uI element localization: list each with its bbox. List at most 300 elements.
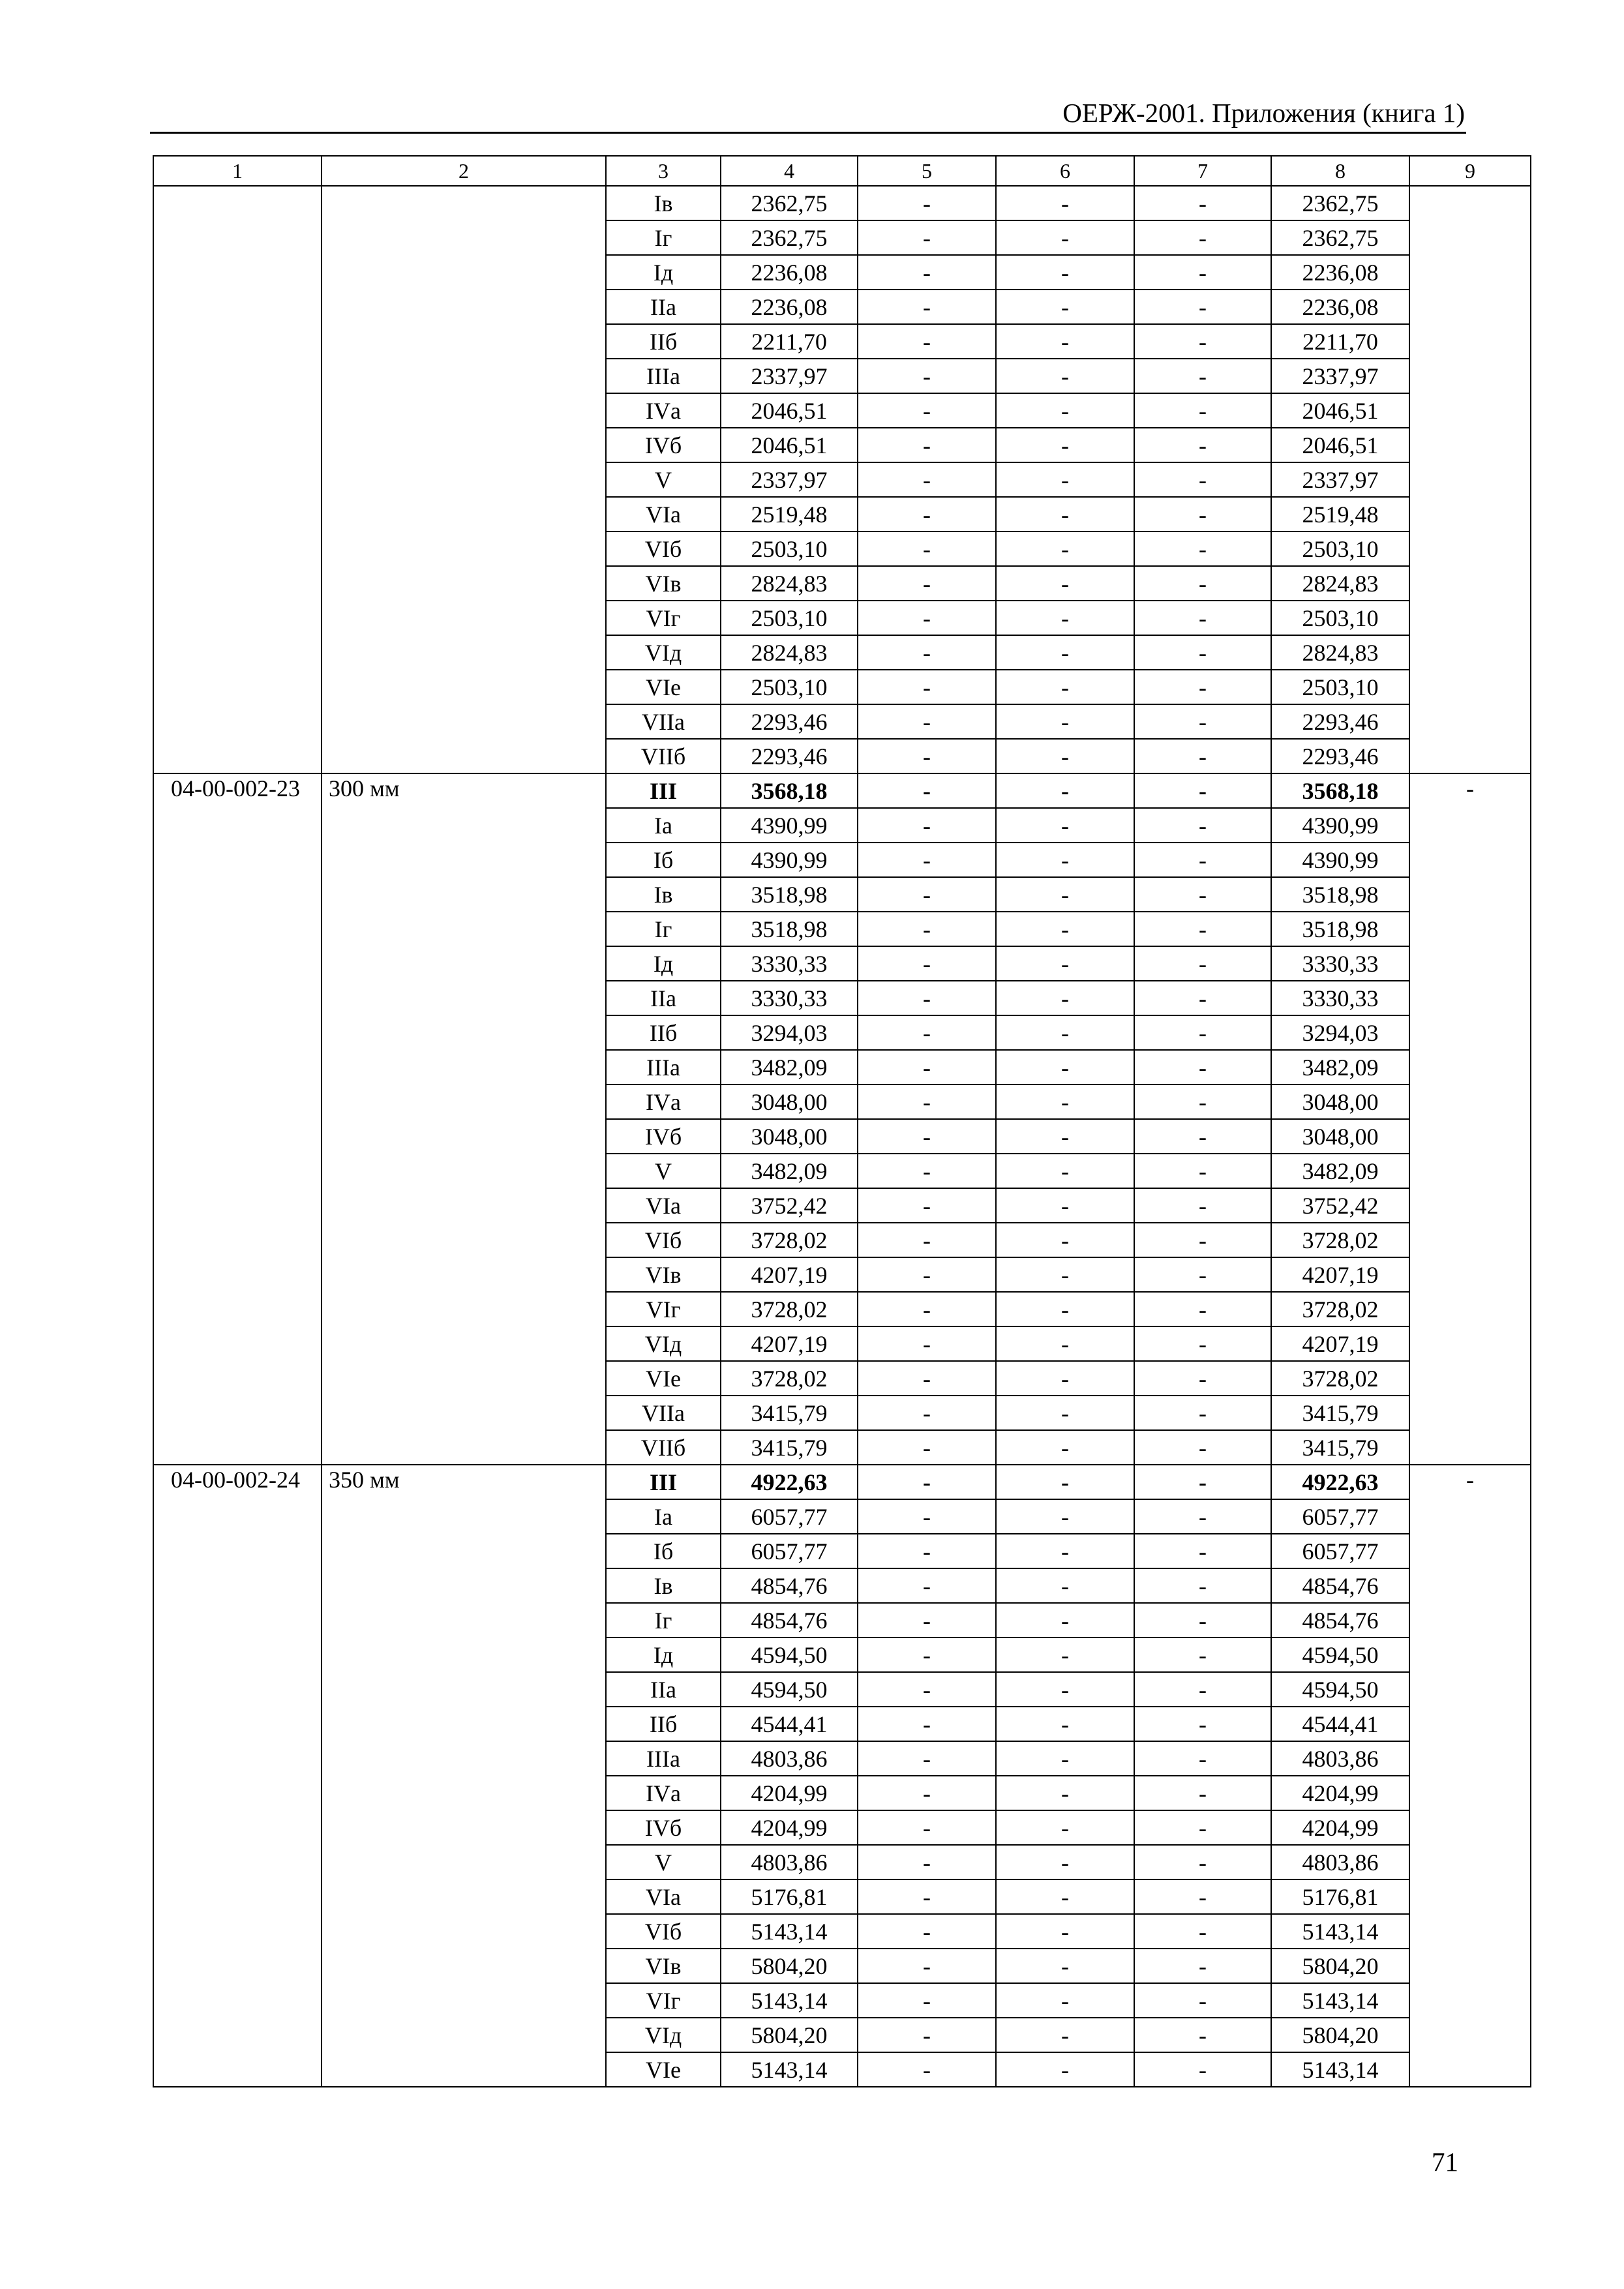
value-cell: - [858, 1983, 996, 2018]
value-cell: - [1134, 704, 1271, 739]
price-cell: 4594,50 [721, 1638, 858, 1672]
price-cell: 3330,33 [721, 981, 858, 1015]
value-cell: - [1134, 1050, 1271, 1085]
value-cell: - [996, 808, 1134, 843]
value-cell: - [1134, 1430, 1271, 1465]
zone-cell: Iб [606, 1534, 721, 1568]
zone-cell: VIб [606, 1914, 721, 1949]
zone-cell: IVб [606, 1119, 721, 1154]
price-table [153, 155, 1531, 2087]
zone-cell: Iа [606, 808, 721, 843]
column-number: 7 [1134, 156, 1271, 186]
value-cell: - [996, 1914, 1134, 1949]
value-cell: - [858, 1188, 996, 1223]
value-cell: - [996, 566, 1134, 601]
total-cell: 2046,51 [1271, 428, 1409, 462]
value-cell: - [996, 393, 1134, 428]
total-cell: 2293,46 [1271, 739, 1409, 773]
value-cell: - [858, 808, 996, 843]
total-cell: 4207,19 [1271, 1257, 1409, 1292]
value-cell: - [858, 1568, 996, 1603]
page-number: 71 [1432, 2147, 1458, 2177]
price-cell: 4594,50 [721, 1672, 858, 1707]
value-cell: - [858, 1949, 996, 1983]
total-cell: 4204,99 [1271, 1810, 1409, 1845]
price-cell: 3330,33 [721, 946, 858, 981]
price-cell: 3728,02 [721, 1361, 858, 1396]
note-cell [1409, 186, 1531, 773]
value-cell: - [1134, 428, 1271, 462]
table-row [153, 1465, 1531, 1499]
zone-cell: Iв [606, 186, 721, 220]
zone-cell: V [606, 1845, 721, 1879]
total-cell: 2337,97 [1271, 359, 1409, 393]
value-cell: - [1134, 566, 1271, 601]
value-cell: - [1134, 1949, 1271, 1983]
value-cell: - [858, 1257, 996, 1292]
zone-cell: VIе [606, 2052, 721, 2087]
value-cell: - [996, 1534, 1134, 1568]
value-cell: - [858, 1776, 996, 1810]
total-cell: 3415,79 [1271, 1396, 1409, 1430]
value-cell: - [996, 1223, 1134, 1257]
value-cell: - [858, 220, 996, 255]
total-cell: 4922,63 [1271, 1465, 1409, 1499]
price-cell: 2824,83 [721, 635, 858, 670]
price-cell: 6057,77 [721, 1534, 858, 1568]
zone-cell: VIб [606, 1223, 721, 1257]
total-cell: 3048,00 [1271, 1119, 1409, 1154]
total-cell: 3415,79 [1271, 1430, 1409, 1465]
value-cell: - [1134, 290, 1271, 324]
total-cell: 5804,20 [1271, 1949, 1409, 1983]
column-number-row [153, 156, 1531, 186]
value-cell: - [1134, 1707, 1271, 1741]
value-cell: - [858, 635, 996, 670]
value-cell: - [996, 635, 1134, 670]
value-cell: - [1134, 393, 1271, 428]
price-cell: 3415,79 [721, 1396, 858, 1430]
price-cell: 3482,09 [721, 1050, 858, 1085]
zone-cell: IIа [606, 981, 721, 1015]
value-cell: - [996, 1707, 1134, 1741]
total-cell: 5143,14 [1271, 1983, 1409, 2018]
zone-cell: Iг [606, 1603, 721, 1638]
value-cell: - [996, 531, 1134, 566]
price-cell: 2503,10 [721, 531, 858, 566]
total-cell: 3482,09 [1271, 1050, 1409, 1085]
value-cell: - [996, 428, 1134, 462]
value-cell: - [858, 843, 996, 877]
total-cell: 5804,20 [1271, 2018, 1409, 2052]
value-cell: - [996, 2052, 1134, 2087]
column-number: 1 [153, 156, 322, 186]
total-cell: 3294,03 [1271, 1015, 1409, 1050]
value-cell: - [996, 497, 1134, 531]
column-number: 6 [996, 156, 1134, 186]
zone-cell: VIе [606, 1361, 721, 1396]
zone-cell: VIв [606, 566, 721, 601]
value-cell: - [996, 739, 1134, 773]
column-number: 3 [606, 156, 721, 186]
value-cell: - [996, 1879, 1134, 1914]
value-cell: - [858, 1845, 996, 1879]
price-cell: 4922,63 [721, 1465, 858, 1499]
value-cell: - [996, 359, 1134, 393]
value-cell: - [1134, 359, 1271, 393]
total-cell: 4390,99 [1271, 808, 1409, 843]
value-cell: - [1134, 1879, 1271, 1914]
zone-cell: V [606, 1154, 721, 1188]
zone-cell: VIг [606, 1292, 721, 1326]
price-cell: 2337,97 [721, 359, 858, 393]
price-cell: 2824,83 [721, 566, 858, 601]
value-cell: - [1134, 2052, 1271, 2087]
value-cell: - [1134, 1568, 1271, 1603]
total-cell: 4204,99 [1271, 1776, 1409, 1810]
price-table-body [153, 156, 1531, 2087]
column-number: 2 [322, 156, 606, 186]
note-cell: - [1409, 1465, 1531, 2087]
zone-cell: VIа [606, 497, 721, 531]
zone-cell: IVб [606, 1810, 721, 1845]
price-cell: 2337,97 [721, 462, 858, 497]
value-cell: - [996, 324, 1134, 359]
value-cell: - [1134, 773, 1271, 808]
value-cell: - [1134, 1638, 1271, 1672]
pipe-diameter-cell: 300 мм [322, 773, 606, 1465]
value-cell: - [996, 601, 1134, 635]
item-code-cell [153, 186, 322, 773]
total-cell: 5143,14 [1271, 1914, 1409, 1949]
total-cell: 3518,98 [1271, 877, 1409, 912]
value-cell: - [858, 1534, 996, 1568]
value-cell: - [858, 601, 996, 635]
total-cell: 4854,76 [1271, 1603, 1409, 1638]
table-row [153, 773, 1531, 808]
value-cell: - [1134, 1776, 1271, 1810]
total-cell: 2293,46 [1271, 704, 1409, 739]
zone-cell: Iв [606, 877, 721, 912]
zone-cell: VIIа [606, 1396, 721, 1430]
value-cell: - [858, 1741, 996, 1776]
value-cell: - [1134, 1188, 1271, 1223]
price-cell: 3568,18 [721, 773, 858, 808]
value-cell: - [1134, 1465, 1271, 1499]
total-cell: 2503,10 [1271, 531, 1409, 566]
price-cell: 3415,79 [721, 1430, 858, 1465]
price-cell: 5804,20 [721, 2018, 858, 2052]
value-cell: - [858, 1085, 996, 1119]
price-cell: 4803,86 [721, 1845, 858, 1879]
zone-cell: VIв [606, 1949, 721, 1983]
value-cell: - [996, 981, 1134, 1015]
value-cell: - [996, 1741, 1134, 1776]
zone-cell: III [606, 773, 721, 808]
value-cell: - [858, 2018, 996, 2052]
value-cell: - [996, 1257, 1134, 1292]
value-cell: - [858, 1707, 996, 1741]
price-cell: 4854,76 [721, 1603, 858, 1638]
value-cell: - [996, 1672, 1134, 1707]
value-cell: - [1134, 912, 1271, 946]
value-cell: - [858, 1361, 996, 1396]
price-cell: 3048,00 [721, 1119, 858, 1154]
zone-cell: IIIа [606, 359, 721, 393]
total-cell: 3568,18 [1271, 773, 1409, 808]
price-cell: 3518,98 [721, 912, 858, 946]
value-cell: - [996, 1603, 1134, 1638]
total-cell: 2503,10 [1271, 601, 1409, 635]
value-cell: - [858, 1119, 996, 1154]
price-cell: 5176,81 [721, 1879, 858, 1914]
price-cell: 4544,41 [721, 1707, 858, 1741]
zone-cell: IVб [606, 428, 721, 462]
price-cell: 2519,48 [721, 497, 858, 531]
value-cell: - [1134, 1845, 1271, 1879]
value-cell: - [1134, 1672, 1271, 1707]
column-number: 9 [1409, 156, 1531, 186]
zone-cell: VIе [606, 670, 721, 704]
zone-cell: IIб [606, 1707, 721, 1741]
zone-cell: III [606, 1465, 721, 1499]
value-cell: - [1134, 877, 1271, 912]
value-cell: - [1134, 497, 1271, 531]
value-cell: - [1134, 1499, 1271, 1534]
price-cell: 2293,46 [721, 739, 858, 773]
value-cell: - [996, 1154, 1134, 1188]
price-cell: 2362,75 [721, 220, 858, 255]
value-cell: - [996, 1499, 1134, 1534]
value-cell: - [996, 1949, 1134, 1983]
price-cell: 4854,76 [721, 1568, 858, 1603]
total-cell: 3728,02 [1271, 1292, 1409, 1326]
price-table-container [153, 155, 1530, 2087]
value-cell: - [996, 1085, 1134, 1119]
value-cell: - [1134, 462, 1271, 497]
value-cell: - [858, 497, 996, 531]
total-cell: 2362,75 [1271, 220, 1409, 255]
price-cell: 3294,03 [721, 1015, 858, 1050]
value-cell: - [858, 1430, 996, 1465]
value-cell: - [858, 946, 996, 981]
value-cell: - [858, 1603, 996, 1638]
price-cell: 4204,99 [721, 1810, 858, 1845]
total-cell: 3518,98 [1271, 912, 1409, 946]
value-cell: - [1134, 1741, 1271, 1776]
zone-cell: VIIа [606, 704, 721, 739]
value-cell: - [1134, 1223, 1271, 1257]
zone-cell: IIб [606, 1015, 721, 1050]
note-cell: - [1409, 773, 1531, 1465]
value-cell: - [1134, 1015, 1271, 1050]
value-cell: - [858, 393, 996, 428]
total-cell: 6057,77 [1271, 1534, 1409, 1568]
price-cell: 5804,20 [721, 1949, 858, 1983]
zone-cell: Iд [606, 1638, 721, 1672]
value-cell: - [1134, 2018, 1271, 2052]
value-cell: - [996, 1292, 1134, 1326]
value-cell: - [996, 462, 1134, 497]
value-cell: - [858, 912, 996, 946]
value-cell: - [996, 1465, 1134, 1499]
value-cell: - [996, 704, 1134, 739]
value-cell: - [1134, 946, 1271, 981]
total-cell: 4594,50 [1271, 1672, 1409, 1707]
total-cell: 2362,75 [1271, 186, 1409, 220]
value-cell: - [858, 1326, 996, 1361]
value-cell: - [1134, 1810, 1271, 1845]
total-cell: 2519,48 [1271, 497, 1409, 531]
value-cell: - [858, 359, 996, 393]
value-cell: - [858, 1223, 996, 1257]
total-cell: 3482,09 [1271, 1154, 1409, 1188]
zone-cell: Iг [606, 912, 721, 946]
price-cell: 3482,09 [721, 1154, 858, 1188]
table-row [153, 186, 1531, 220]
value-cell: - [858, 1879, 996, 1914]
value-cell: - [996, 220, 1134, 255]
total-cell: 4803,86 [1271, 1845, 1409, 1879]
value-cell: - [1134, 1983, 1271, 2018]
value-cell: - [1134, 808, 1271, 843]
value-cell: - [1134, 1085, 1271, 1119]
zone-cell: VIд [606, 1326, 721, 1361]
value-cell: - [1134, 1361, 1271, 1396]
value-cell: - [996, 1361, 1134, 1396]
zone-cell: VIIб [606, 739, 721, 773]
value-cell: - [858, 566, 996, 601]
value-cell: - [1134, 1396, 1271, 1430]
value-cell: - [996, 1776, 1134, 1810]
zone-cell: V [606, 462, 721, 497]
price-cell: 3728,02 [721, 1292, 858, 1326]
value-cell: - [858, 1465, 996, 1499]
price-cell: 2503,10 [721, 601, 858, 635]
value-cell: - [1134, 843, 1271, 877]
total-cell: 4207,19 [1271, 1326, 1409, 1361]
total-cell: 2824,83 [1271, 635, 1409, 670]
value-cell: - [858, 1672, 996, 1707]
zone-cell: Iд [606, 255, 721, 290]
total-cell: 5143,14 [1271, 2052, 1409, 2087]
value-cell: - [996, 1810, 1134, 1845]
value-cell: - [858, 1638, 996, 1672]
price-cell: 4204,99 [721, 1776, 858, 1810]
total-cell: 3330,33 [1271, 981, 1409, 1015]
total-cell: 2211,70 [1271, 324, 1409, 359]
value-cell: - [1134, 255, 1271, 290]
value-cell: - [1134, 739, 1271, 773]
price-cell: 2046,51 [721, 393, 858, 428]
value-cell: - [996, 1188, 1134, 1223]
total-cell: 2337,97 [1271, 462, 1409, 497]
value-cell: - [996, 1983, 1134, 2018]
total-cell: 3330,33 [1271, 946, 1409, 981]
zone-cell: VIа [606, 1879, 721, 1914]
value-cell: - [996, 290, 1134, 324]
value-cell: - [858, 981, 996, 1015]
value-cell: - [858, 186, 996, 220]
column-number: 8 [1271, 156, 1409, 186]
zone-cell: VIIб [606, 1430, 721, 1465]
value-cell: - [996, 1326, 1134, 1361]
column-number: 5 [858, 156, 996, 186]
value-cell: - [996, 1119, 1134, 1154]
total-cell: 3728,02 [1271, 1361, 1409, 1396]
total-cell: 2236,08 [1271, 290, 1409, 324]
price-cell: 3752,42 [721, 1188, 858, 1223]
price-cell: 4207,19 [721, 1326, 858, 1361]
value-cell: - [858, 290, 996, 324]
price-cell: 2503,10 [721, 670, 858, 704]
value-cell: - [858, 428, 996, 462]
zone-cell: Iв [606, 1568, 721, 1603]
price-cell: 5143,14 [721, 1983, 858, 2018]
value-cell: - [1134, 1154, 1271, 1188]
price-cell: 5143,14 [721, 1914, 858, 1949]
value-cell: - [1134, 220, 1271, 255]
zone-cell: IVа [606, 1776, 721, 1810]
total-cell: 2046,51 [1271, 393, 1409, 428]
zone-cell: IIа [606, 290, 721, 324]
value-cell: - [1134, 1326, 1271, 1361]
item-code-cell: 04-00-002-24 [153, 1465, 322, 2087]
total-cell: 2236,08 [1271, 255, 1409, 290]
total-cell: 4390,99 [1271, 843, 1409, 877]
total-cell: 4854,76 [1271, 1568, 1409, 1603]
value-cell: - [1134, 601, 1271, 635]
value-cell: - [858, 1914, 996, 1949]
total-cell: 3728,02 [1271, 1223, 1409, 1257]
value-cell: - [996, 186, 1134, 220]
value-cell: - [858, 739, 996, 773]
price-cell: 2046,51 [721, 428, 858, 462]
value-cell: - [858, 324, 996, 359]
value-cell: - [858, 1292, 996, 1326]
pipe-diameter-cell: 350 мм [322, 1465, 606, 2087]
value-cell: - [1134, 324, 1271, 359]
value-cell: - [858, 773, 996, 808]
zone-cell: VIд [606, 2018, 721, 2052]
value-cell: - [858, 1015, 996, 1050]
zone-cell: VIв [606, 1257, 721, 1292]
value-cell: - [1134, 1257, 1271, 1292]
value-cell: - [858, 2052, 996, 2087]
value-cell: - [1134, 1292, 1271, 1326]
zone-cell: Iб [606, 843, 721, 877]
zone-cell: VIа [606, 1188, 721, 1223]
value-cell: - [996, 1638, 1134, 1672]
value-cell: - [1134, 531, 1271, 566]
value-cell: - [858, 531, 996, 566]
value-cell: - [996, 255, 1134, 290]
value-cell: - [996, 1396, 1134, 1430]
total-cell: 4803,86 [1271, 1741, 1409, 1776]
value-cell: - [1134, 1914, 1271, 1949]
zone-cell: IIIа [606, 1050, 721, 1085]
value-cell: - [996, 670, 1134, 704]
zone-cell: VIд [606, 635, 721, 670]
zone-cell: Iа [606, 1499, 721, 1534]
total-cell: 3752,42 [1271, 1188, 1409, 1223]
price-cell: 2211,70 [721, 324, 858, 359]
value-cell: - [1134, 1534, 1271, 1568]
zone-cell: Iд [606, 946, 721, 981]
value-cell: - [1134, 186, 1271, 220]
price-cell: 5143,14 [721, 2052, 858, 2087]
value-cell: - [1134, 635, 1271, 670]
